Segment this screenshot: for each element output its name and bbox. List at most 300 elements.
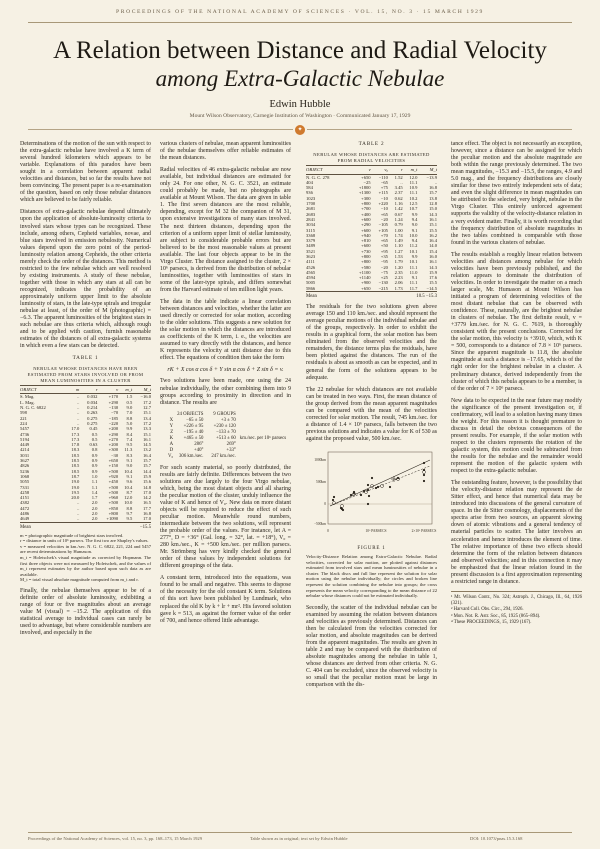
table-cell: 15.7 (428, 190, 437, 196)
table-cell: 15.1 (428, 222, 437, 228)
table-cell: 17.2 (142, 399, 151, 405)
table-cell: 11.0 (409, 269, 418, 275)
table-cell: 11.1 (409, 179, 418, 185)
table-cell: 10.1 (409, 248, 418, 254)
table-cell: 247 km./sec. (211, 453, 236, 459)
table-cell: km./sec. per 10⁶ parsecs (239, 435, 287, 441)
table-cell: .. (77, 500, 80, 506)
column-header: r (388, 166, 403, 174)
table-cell: −13.9 (426, 174, 437, 180)
table-cell: 19.0 (71, 484, 80, 490)
table-cell: +220 (378, 201, 388, 207)
y-tick-label: 500km (316, 480, 326, 484)
column-header: m_t (403, 166, 418, 174)
table-cell: −20 (380, 216, 388, 222)
table-cell: −220 (108, 420, 119, 426)
table-cell: 8.7 (126, 489, 133, 495)
table-cell: K (169, 435, 174, 441)
table-cell: +3 ± 70 (220, 417, 236, 423)
table-cell: 13.4 (142, 415, 151, 421)
table-cell: −95 (380, 259, 388, 265)
table-cell: 1.10 (394, 243, 403, 249)
table2-mean-row (306, 293, 437, 300)
table-cell: 5194 (20, 436, 30, 442)
table-cell: +600 (361, 216, 371, 222)
table-cell: 269° (226, 441, 236, 447)
table-cell: 5055 (20, 479, 30, 485)
table-cell: 2.0 (91, 511, 98, 517)
column-1 (20, 141, 151, 642)
table-cell: 1.20 (394, 264, 403, 270)
table-cell: +1300 (358, 190, 371, 196)
table-cell: 0.9 (91, 463, 98, 469)
table-row (168, 436, 290, 442)
x-tick-label: 0 (327, 529, 329, 533)
table1 (20, 385, 151, 522)
table1-notes (20, 533, 151, 583)
table-cell: +600 (361, 243, 371, 249)
table-cell: −65 (380, 179, 388, 185)
individual-nebulae-points (332, 462, 425, 511)
table-cell: 12.0 (409, 174, 418, 180)
solutions-table (168, 412, 291, 460)
table-cell: +850 (108, 505, 119, 511)
table-cell: +290 (108, 431, 119, 437)
table-cell: 9.4 (411, 216, 418, 222)
table-cell: 1.1 (91, 484, 98, 490)
table-cell: 221 (20, 415, 27, 421)
table-cell: 1.0 (91, 473, 98, 479)
table-cell: 1.1 (91, 479, 98, 485)
table-cell: 936 (306, 190, 313, 196)
table-cell: 12.8 (428, 201, 437, 207)
footer-right: DOI: 10.1073/pnas.15.3.168 (470, 836, 523, 841)
table-cell: −130 (108, 405, 119, 411)
footer-left: Proceedings of the National Academy of Sciences, vol. 15, no. 3, pp. 168–173, 15 March 1929 (28, 836, 203, 841)
table-cell: +115 (378, 190, 388, 196)
table-cell: 17.2 (142, 420, 151, 426)
table-cell: .. (65, 516, 79, 522)
table-cell: +33° (226, 447, 236, 453)
column-header: v (349, 166, 371, 174)
table-cell: +800 (361, 201, 371, 207)
paper-subtitle: among Extra-Galactic Nebulae (155, 66, 445, 91)
table-row (20, 516, 151, 522)
table-cell: 4214 (20, 447, 30, 453)
table1-label: TABLE 1 (72, 355, 99, 362)
table-cell: 4594 (306, 275, 316, 281)
table-cell: +65 (380, 238, 388, 244)
table-cell: 0.67 (394, 211, 403, 217)
table-cell: 18.7 (71, 473, 80, 479)
table-cell: 9.5 (126, 442, 133, 448)
table-cell: 2.35 (394, 269, 403, 275)
table-cell: 4472 (20, 505, 30, 511)
table-cell: 0.63 (89, 442, 98, 448)
table-cell: +70 (380, 232, 388, 238)
table-cell: 16.1 (428, 216, 437, 222)
table-cell: +500 (108, 500, 119, 506)
table-cell: −14.5 (417, 286, 437, 292)
table-row (306, 286, 437, 292)
paper-title: A Relation between Distance and Radial Velocity (53, 37, 547, 64)
table-cell: X (169, 417, 174, 423)
column-header: OBJECT (20, 386, 65, 394)
table-cell: +75 (380, 185, 388, 191)
table-cell: 5005 (306, 280, 316, 286)
table-cell: +170 (108, 394, 119, 400)
group-points (333, 471, 426, 508)
dashed-fit-line (330, 466, 430, 506)
table-cell: +960 (108, 495, 119, 501)
velocity-distance-plot (306, 448, 437, 540)
ornament-icon: ✦ (295, 125, 305, 135)
y-tick-label: −500km (313, 522, 326, 526)
table2-mean-label: Mean (306, 294, 317, 300)
table-cell: 1.53 (394, 253, 403, 259)
table-cell: 19.5 (71, 489, 80, 495)
table-cell: 0.62 (394, 195, 403, 201)
table-cell: 4382 (20, 500, 30, 506)
table-cell: .. (77, 505, 80, 511)
table-cell: +400 (361, 211, 371, 217)
table-cell: +800 (361, 253, 371, 259)
table-cell: 306 km./sec. (179, 453, 204, 459)
table-cell: 15.9 (428, 269, 437, 275)
column-header: m (65, 386, 79, 394)
table-cell (240, 454, 290, 460)
table1-mean-row (20, 524, 151, 531)
table-cell: −133 ± 70 (216, 429, 236, 435)
table-cell: 1.5 (126, 394, 133, 400)
paragraph: Radial velocities of 46 extra-galactic nebulae are now available, but individual distances are estimated for only 24. For one other, N. G. C. 3521, an estimate could probably be made, but no photographs are available at Mount Wilson. The data are given in table 1. The first seven distances are the most reliable, depending, except for M 32 the companion of M 31, upon extensive investigations of many stars involved. The next thirteen distances, depending upon the criterion of a uniform upper limit of stellar luminosity, are subject to considerable probable errors but are believed to be the most reasonable values at present available. The last four objects appear to be in the Virgo Cluster. The distance assigned to the cluster, 2 × 10⁶ parsecs, is derived from the distribution of nebular luminosities, together with luminosities of stars in some of the later-type spirals, and differs somewhat from the Harvard estimate of ten million light years. (160, 167, 291, 293)
table1-mean-value: −15.5 (139, 524, 151, 530)
paragraph: A constant term, introduced into the equations, was found to be small and negative. This seems to dispose of the necessity for the old constant K term. Solutions of this sort have been published by Lundmark, who replaced the old K by k + lr + mr². His favored solution gave k = 513, as against the former value of the order of 700, and hence offered little advantage. (160, 575, 291, 624)
table-cell: .. (77, 399, 80, 405)
table-cell: 7.4 (126, 436, 133, 442)
table-cell: 1.42 (394, 206, 403, 212)
table-cell: 18.5 (71, 452, 80, 458)
table-cell: 5457 (20, 426, 30, 432)
table-cell: −20 (380, 264, 388, 270)
table-cell: .. (400, 179, 403, 185)
figure-label: FIGURE 1 (357, 546, 386, 552)
table-cell: 3379 (306, 238, 316, 244)
table-cell: 1.49 (394, 238, 403, 244)
table-cell: 9.0 (126, 463, 133, 469)
table-cell: 14.8 (142, 484, 151, 490)
x-tick-label: 2×10⁶ PARSECS (411, 529, 437, 533)
table-cell: 10.1 (409, 259, 418, 265)
table-cell: 2.06 (394, 280, 403, 286)
footer-rule (28, 832, 572, 833)
table-cell: 9.1 (126, 458, 133, 464)
table-cell: 4565 (306, 269, 316, 275)
column-header: m_t (118, 386, 132, 394)
table-cell: 14.3 (428, 211, 437, 217)
table-cell: +800 (108, 511, 119, 517)
table-cell: +95 (380, 248, 388, 254)
table-cell: +600 (361, 227, 371, 233)
table-cell: 1700 (306, 201, 316, 207)
table-cell: +650 (361, 174, 371, 180)
footer-center: Table shown as in original; text set by Edwin Hubble (250, 836, 348, 841)
table-cell: +50 (380, 243, 388, 249)
table-cell: −10 (380, 206, 388, 212)
table-cell: .. (77, 415, 80, 421)
table-cell: 0.275 (87, 420, 98, 426)
table-cell: 1.00 (394, 227, 403, 233)
table-cell: 9.1 (411, 275, 418, 281)
table-cell: 9.0 (411, 222, 418, 228)
table-cell: −65 ± 50 (186, 417, 204, 423)
paragraph: The data in the table indicate a linear correlation between distances and velocities, whether the latter are used directly or corrected for solar motion, according to the older solutions. This suggests a new solution for the solar motion in which the distances are introduced as coefficients of the K term, i. e., the velocities are assumed to vary directly with the distances, and hence K represents the velocity at unit distance due to this effect. The equations of condition then take the form (160, 298, 291, 362)
paragraph: tance effect. The object is not necessarily an exception, however, since a distance can be assigned for which the peculiar motion and the absolute magnitude are both within the range previously determined. The two mean magnitudes, −15.3 and −15.5, the ranges, 4.9 and 5.0 mag., and the frequency distributions are closely similar for these two entirely independent sets of data; and even the slight difference in mean magnitudes can be attributed to the selected, very bright, nebulae in the Virgo Cluster. This entirely unforced agreement supports the validity of the velocity-distance relation in a very evident matter. Finally, it is worth recording that the frequency distribution of absolute magnitudes in the two tables combined is comparable with those found in the various clusters of nebulae. (451, 141, 582, 246)
column-header: 9 GROUPS (213, 411, 236, 417)
table-cell: −10 (380, 195, 388, 201)
table-cell: 1.27 (394, 248, 403, 254)
table-cell: 19.0 (71, 479, 80, 485)
column-header: OBJECT (306, 166, 349, 174)
table-cell: 1.16 (394, 201, 403, 207)
column-header: 24 OBJECTS (177, 411, 204, 417)
table-cell: 4486 (20, 511, 30, 517)
reference-item: ³ Mon. Not. R. Astr. Soc., 85, 1925 (865–894). (451, 613, 541, 619)
table-cell: +200 (108, 442, 119, 448)
table-cell: 1.7 (91, 495, 98, 501)
table1-mean-label: Mean (20, 524, 31, 530)
table-cell: 16.2 (428, 232, 437, 238)
table-cell: 10.2 (409, 195, 418, 201)
affiliation: Mount Wilson Observatory, Carnegie Institution of Washington · Communicated January 17, 1929 (189, 113, 411, 119)
paragraph: Distances of extra-galactic nebulae depend ultimately upon the application of absolute-luminosity criteria to involved stars whose types can be recognized. These include, among others, Cepheid variables, novae, and blue stars involved in emission nebulosity. Numerical values depend upon the zero point of the period-luminosity relation among Cepheids, the other criteria merely check the order of the distances. This method is restricted to the few nebulae which are well resolved by existing instruments. A study of these nebulae, together with those in which any stars at all can be recognized, indicates the probability of an approximately uniform upper limit to the absolute luminosity of stars, in the late-type spirals and irregular nebulae at least, of the order of M (photographic) = −6.3. The apparent luminosities of the brightest stars in such nebulae are thus criteria which, although rough and to be applied with caution, furnish reasonable estimates of the distances of all extra-galactic systems in which even a few stars can be detected. (20, 209, 151, 350)
reference-item: ⁴ These PROCEEDINGS, 15, 1929 (167). (451, 620, 532, 626)
table-cell: Y (169, 423, 174, 429)
table2-mean-value: 10.5 −15.3 (416, 294, 437, 300)
table-cell: 9.9 (411, 253, 418, 259)
table-cell: 15.5 (428, 280, 437, 286)
table-cell: 2.0 (91, 500, 98, 506)
reference-item: ¹ Mt. Wilson Contr., No. 324; Astroph. J., Chicago, Ill., 64, 1926 (321). (451, 594, 582, 606)
table-cell: V₀ (168, 453, 174, 459)
table-cell: .. (77, 394, 80, 400)
table-note: M_t = total visual absolute magnitude computed from m_t and r. (20, 577, 139, 583)
table-cell: 10.0 (409, 232, 418, 238)
table-cell: +730 (361, 248, 371, 254)
column-3 (306, 141, 437, 694)
table-cell: 1.79 (394, 259, 403, 265)
paragraph: The 22 nebulae for which distances are not available can be treated in two ways. First, the mean distance of the group derived from the mean apparent magnitudes can be compared with the mean of the velocities corrected for solar motion. The result, 745 km./sec. for a distance of 1.4 × 10⁶ parsecs, falls between the two previous solutions and indicates a value for K of 530 as against the proposed value, 500 km./sec. (306, 386, 437, 442)
table-cell: 0.032 (87, 394, 98, 400)
table-cell: 14.5 (142, 442, 151, 448)
table-cell: −16.0 (140, 394, 151, 400)
table-cell: 8.3 (126, 452, 133, 458)
table-cell: 11.2 (409, 243, 418, 249)
column-2 (160, 141, 291, 630)
table-cell: +226 ± 95 (183, 423, 204, 429)
table-cell: 2683 (306, 211, 316, 217)
table-cell: 3368 (306, 232, 316, 238)
table-cell: +650 (108, 458, 119, 464)
running-head: PROCEEDINGS OF THE NATIONAL ACADEMY OF SCIENCES · VOL. 15, NO. 3 · 15 MARCH 1929 (116, 9, 484, 15)
paragraph: Secondly, the scatter of the individual nebulae can be examined by assuming the relation between distances and velocities as previously determined. Distances can then be calculated from the velocities corrected for solar motion, and absolute magnitudes can be derived from the apparent magnitudes. The results are given in table 2 and may be compared with the distribution of absolute magnitudes among the nebulae in table 1, whose distances are derived from other criteria. N. G. C. 404 can be excluded, since the observed velocity is so small that the peculiar motion must be large in comparison with the dis- (306, 604, 437, 689)
table-cell: +700 (361, 206, 371, 212)
table-cell: +105 (378, 227, 388, 233)
y-tick-label: 1000km (314, 458, 326, 462)
table-cell: 286° (194, 441, 204, 447)
table-cell: +900 (361, 280, 371, 286)
table-cell: 2841 (306, 216, 316, 222)
table-cell: 16.8 (428, 185, 437, 191)
table-cell: 4649 (20, 516, 65, 522)
table-cell: Z (170, 429, 174, 435)
table-cell: 2.23 (394, 275, 403, 281)
table-cell: 15.1 (142, 431, 151, 437)
top-rule (28, 22, 572, 23)
table-cell: 4736 (20, 431, 30, 437)
table2 (306, 165, 437, 292)
table-cell: 15.1 (142, 410, 151, 416)
references (451, 591, 582, 627)
table-cell: N. G. C. 278 (306, 174, 330, 180)
table-cell: 17.8 (71, 442, 80, 448)
table-cell: 15.7 (142, 458, 151, 464)
table-cell: +1090 (97, 516, 118, 522)
table-cell: −70 (110, 410, 119, 416)
table-cell: +920 (108, 473, 119, 479)
table-cell: 7.0 (126, 410, 133, 416)
table-cell: 1.52 (394, 174, 403, 180)
column-header: v₀ (371, 166, 388, 174)
table-cell: +290 (361, 222, 371, 228)
table-cell: 8.8 (126, 505, 133, 511)
table-cell: 0.8 (91, 447, 98, 453)
table-cell: 13.2 (142, 447, 151, 453)
reference-item: ² Harvard Coll. Obs. Circ., 294, 1926. (451, 607, 524, 613)
table-cell: 0.9 (91, 452, 98, 458)
table2-label: TABLE 2 (358, 141, 385, 147)
table-cell: +1140 (359, 275, 371, 281)
table-cell: D (169, 447, 174, 453)
paragraph: For such scanty material, so poorly distributed, the results are fairly definite. Differences between the two solutions are due largely to the four Virgo nebulae, which, being the most distant objects and all sharing the peculiar motion of the cluster, unduly influence the value of K and hence of V₀. New data on more distant objects will be required to reduce the effect of such peculiar motion. Meanwhile round numbers, intermediate between the two solutions, will represent the probable order of the values. For instance, let A = 277°, D = +36° (Gal. long. = 32°, lat. = +18°), V₀ = 280 km./sec., K = +500 km./sec. per million parsecs. Mr. Strömberg has very kindly checked the general order of these values by independent solutions for different groupings of the data. (160, 464, 291, 570)
table-cell: 12.0 (124, 495, 133, 501)
table-cell: 0.034 (87, 399, 98, 405)
table-note: m_t = Holetschek's visual magnitude as corrected by Hopmann. The first three objects were not measured by Holetschek, and the values of m_t represent estimates by the author based upon such data as are available. (20, 555, 151, 577)
table-cell: .. (77, 511, 80, 517)
table-cell: 15.9 (142, 473, 151, 479)
table-cell: A (169, 441, 174, 447)
table-cell: −25 (363, 179, 371, 185)
table-cell: .. (434, 179, 437, 185)
table-cell: 3489 (306, 243, 316, 249)
table-cell: 17.0 (132, 516, 151, 522)
column-header: v (97, 386, 118, 394)
table-cell: −75 (380, 269, 388, 275)
paragraph: The results establish a roughly linear relation between velocities and distances among nebulae for which velocities have been previously published, and the relation appears to dominate the distribution of velocities. In order to investigate the matter on a much larger scale, Mr. Humason at Mount Wilson has initiated a program of determining velocities of the most distant nebulae that can be observed with confidence. These, naturally, are the brightest nebulae in clusters of nebulae. The first definite result, v = +3779 km./sec. for N. G. C. 7619, is thoroughly consistent with the present conclusions. Corrected for the solar motion, this velocity is +3910, which, with K = 500, corresponds to a distance of 7.8 × 10⁶ parsecs. Since the apparent magnitude is 11.8, the absolute magnitude at such a distance is −17.65, which is of the right order for the brightest nebulae in a cluster. A preliminary distance, derived independently from the cluster of which this nebula appears to be a member, is of the order of 7 × 10⁶ parsecs. (451, 251, 582, 392)
table-note: v = measured velocities in km./sec. N. G. C. 6822, 221, 224 and 5457 are recent determinations by Humason. (20, 543, 151, 555)
table-cell: 0.9 (91, 468, 98, 474)
table-cell: −110 (378, 174, 388, 180)
table1-caption: NEBULAE WHOSE DISTANCES HAVE BEEN ESTIMATED FROM STARS INVOLVED OR FROM MEAN LUMINOSITIES IN A CLUSTER (27, 366, 144, 383)
table-cell: 17.3 (71, 431, 80, 437)
table-cell: 9.4 (411, 238, 418, 244)
table-cell: 16.1 (428, 259, 437, 265)
table-cell: 16.0 (428, 253, 437, 259)
paragraph: Determinations of the motion of the sun with respect to the extra-galactic nebulae have involved a K term of several hundred kilometers which appears to be variable. Explanations of this paradox have been sought in a correlation between apparent radial velocities and distances, but so far the results have not been convincing. The present paper is a re-examination of the question, based on only those nebular distances which are believed to be fairly reliable. (20, 141, 151, 204)
table-cell: 17.3 (71, 436, 80, 442)
paragraph: The residuals for the two solutions given above average 150 and 110 km./sec. and should represent the average peculiar motions of the individual nebulae and of the groups, respectively. In order to exhibit the results in a graphical form, the solar motion has been eliminated from the observed velocities and the remainders, the distance terms plus the residuals, have been plotted against the distances. The run of the residuals is about as smooth as can be expected, and in general the form of the solutions appears to be adequate. (306, 304, 437, 381)
table-cell: +40° (193, 447, 204, 453)
table-cell: 0.5 (91, 431, 98, 437)
table-cell: 17.0 (71, 426, 80, 432)
table-cell: 13.3 (142, 426, 151, 432)
ornament-rule-right (307, 129, 572, 130)
table-cell: +200 (108, 426, 119, 432)
table-note: m = photographic magnitude of brightest stars involved. (20, 532, 124, 538)
table-cell: 3031 (20, 452, 30, 458)
table-cell: 17.6 (428, 275, 437, 281)
table-cell: 3627 (20, 458, 30, 464)
table-cell: 8.8 (126, 415, 133, 421)
table-cell: 16.8 (142, 511, 151, 517)
table-cell: 5.0 (126, 420, 133, 426)
table-cell: +500 (108, 484, 119, 490)
column-header: r (79, 386, 97, 394)
solid-fit-line (330, 460, 430, 506)
table-cell: S. Mag. (20, 394, 35, 400)
table-cell: +940 (361, 232, 371, 238)
table-cell: +290 (108, 399, 119, 405)
plot-frame (328, 452, 432, 524)
table-cell: 0.263 (87, 410, 98, 416)
table-cell: +230 ± 120 (213, 423, 236, 429)
table-row (168, 454, 290, 460)
table-cell: 4449 (20, 442, 30, 448)
table-cell: 0.9 (91, 458, 98, 464)
table-cell: 0.214 (87, 405, 98, 411)
table-cell: 3034 (306, 222, 316, 228)
table-cell: 11.7 (403, 286, 418, 292)
table-cell: +650 (349, 286, 371, 292)
table-cell: +500 (108, 489, 119, 495)
table-cell: 14.3 (428, 264, 437, 270)
table-cell: .. (77, 410, 80, 416)
table-cell: +580 (361, 264, 371, 270)
table-cell: 18.5 (71, 458, 80, 464)
table-cell: 3115 (306, 227, 316, 233)
table-cell: +300 (361, 195, 371, 201)
table-cell: 8.4 (126, 431, 133, 437)
table2-caption: NEBULAE WHOSE DISTANCES ARE ESTIMATED FROM RADIAL VELOCITIES (313, 152, 430, 163)
paragraph: Two solutions have been made, one using the 24 nebulae individually, the other combining them into 9 groups according to proximity in direction and in distance. The results are (160, 378, 291, 406)
table-cell: 4826 (20, 463, 30, 469)
table-cell: 10.4 (124, 468, 133, 474)
table-cell: −105 (378, 222, 388, 228)
table-cell: −195 ± 40 (183, 429, 204, 435)
table-cell: 10.9 (409, 185, 418, 191)
figure-1 (306, 448, 437, 599)
table-cell: 4526 (306, 264, 316, 270)
table-cell: 11.1 (409, 280, 418, 286)
table-cell: 1.24 (394, 216, 403, 222)
table-cell: 2.0 (91, 505, 98, 511)
table-cell: 5236 (20, 468, 30, 474)
table-cell: 18.5 (71, 463, 80, 469)
table-cell: 15.6 (142, 479, 151, 485)
table-cell: 1068 (20, 473, 30, 479)
paragraph: Finally, the nebulae themselves appear to be of a definite order of absolute luminosity, exhibiting a range of four or five magnitudes about an average value M (visual) = −15.2. The application of this statistical average to individual cases can rarely be used to advantage, but where considerable numbers are involved, and especially in the (20, 588, 151, 637)
y-tick-label: 0 (324, 502, 326, 506)
